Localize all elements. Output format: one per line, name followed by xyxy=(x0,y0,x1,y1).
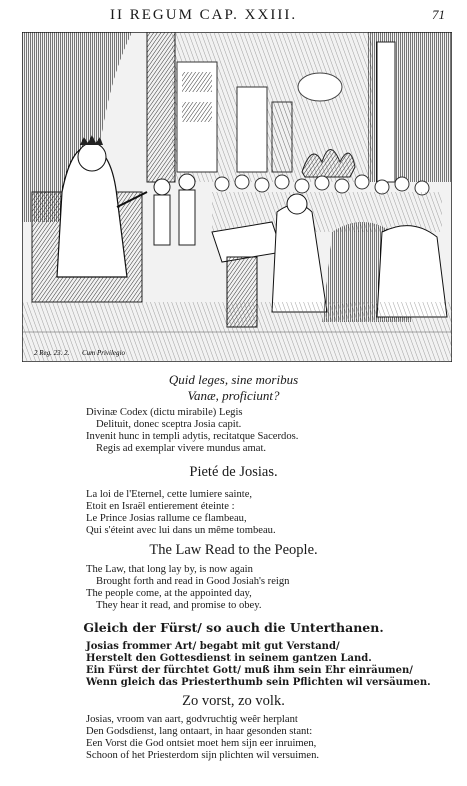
verse-line: The people come, at the appointed day, xyxy=(86,588,252,599)
verse-line: Schoon of het Priesterdom sijn plichten wil versuimen. xyxy=(86,750,320,761)
verse-line: Josias, vroom van aart, godvruchtig weêr herplant xyxy=(86,714,298,725)
engraving-plate xyxy=(22,32,452,362)
french-stanza xyxy=(86,489,416,537)
verse-line: Een Vorst die God ontsiet moet hem sijn eer inruimen, xyxy=(86,738,317,749)
verse-line: Le Prince Josias rallume ce flambeau, xyxy=(86,513,247,524)
verse-line: Invenit hunc in templi adytis, recitatque Sacerdos. xyxy=(86,431,299,442)
verse-line: Qui s'éteint avec lui dans un même tombeau. xyxy=(86,525,276,536)
motto-line: Vanæ, proficiunt? xyxy=(187,388,280,403)
verse-line: Josias frommer Art/ begabt mit gut Verstand/ xyxy=(86,641,340,652)
german-stanza xyxy=(86,641,431,689)
dutch-stanza xyxy=(86,714,416,762)
verse-line: Den Godsdienst, lang ontaart, in haar gesonden stant: xyxy=(86,726,313,737)
plate-inscription-left: 2 Reg. 23. 2. xyxy=(34,349,70,357)
verse-line: They hear it read, and promise to obey. xyxy=(96,600,262,611)
engraving-illustration xyxy=(22,32,452,362)
french-heading: Pieté de Josias. xyxy=(189,464,278,480)
motto xyxy=(0,372,467,404)
dutch-heading: Zo vorst, zo volk. xyxy=(182,693,285,709)
verse-line: Wenn gleich das Priesterthumb sein Pflichten wil versäumen. xyxy=(86,677,431,688)
verse-line: Etoit en Israël entierement éteinte : xyxy=(86,501,235,512)
motto-line: Quid leges, sine moribus xyxy=(168,372,299,387)
verse-line: Delituit, donec sceptra Josia capit. xyxy=(96,419,242,430)
verse-line: Divinæ Codex (dictu mirabile) Legis xyxy=(86,407,243,418)
page-number: 71 xyxy=(432,7,445,22)
verse-line: La loi de l'Eternel, cette lumiere sainte, xyxy=(86,489,253,500)
english-heading: The Law Read to the People. xyxy=(149,542,318,558)
german-heading: Gleich der Fürst/ so auch die Unterthanen. xyxy=(83,620,384,635)
plate-inscription-right: Cum Privilegio xyxy=(82,349,125,357)
verse-line: Herstelt den Gottesdienst in seinem gantzen Land. xyxy=(86,653,372,664)
latin-stanza xyxy=(86,407,416,455)
verse-line: Brought forth and read in Good Josiah's reign xyxy=(96,576,290,587)
english-stanza xyxy=(86,564,416,612)
verse-line: The Law, that long lay by, is now again xyxy=(86,564,253,575)
verse-line: Regis ad exemplar vivere mundus amat. xyxy=(96,443,267,454)
running-title: II REGUM CAP. XXIII. xyxy=(110,7,298,23)
running-header xyxy=(0,4,467,26)
verse-line: Ein Fürst der fürchtet Gott/ muß ihm sein Ehr einräumen/ xyxy=(86,665,413,676)
